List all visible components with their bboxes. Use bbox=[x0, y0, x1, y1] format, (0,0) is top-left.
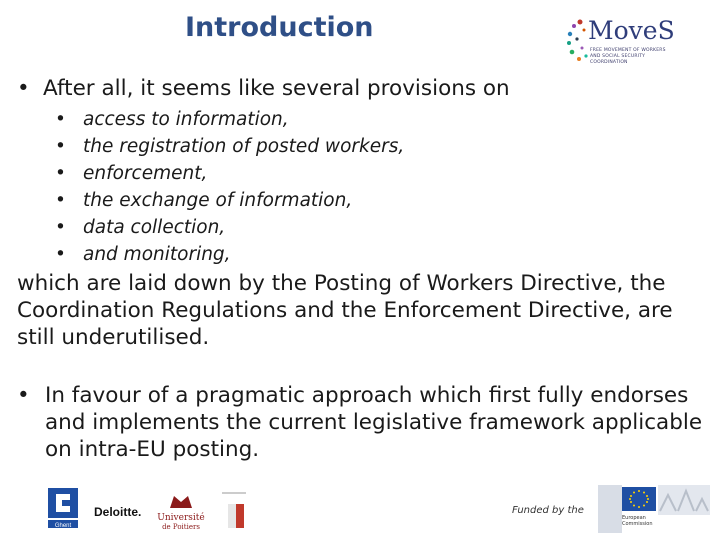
malta-logo-icon bbox=[220, 490, 248, 532]
poitiers-logo bbox=[156, 492, 206, 531]
funded-by-text: Funded by the bbox=[512, 505, 584, 516]
slide-title: Introduction bbox=[185, 12, 374, 43]
bullet-marker: • bbox=[55, 190, 66, 211]
poitiers-line1: Université bbox=[157, 513, 205, 523]
moves-logo bbox=[562, 12, 677, 68]
ghent-logo-icon bbox=[48, 488, 78, 530]
list-item bbox=[55, 241, 404, 268]
malta-logo bbox=[220, 490, 248, 536]
bullet-marker: • bbox=[55, 136, 66, 157]
list-item bbox=[55, 214, 404, 241]
commission-label: European Commission bbox=[622, 515, 653, 527]
poitiers-crest-icon bbox=[166, 492, 196, 510]
bullet-marker: • bbox=[55, 163, 66, 184]
list-item-text: enforcement, bbox=[83, 163, 208, 184]
bullet-marker: • bbox=[17, 383, 30, 408]
list-item-text: the registration of posted workers, bbox=[83, 136, 405, 157]
bullet-marker: • bbox=[17, 76, 30, 101]
bullet-marker: • bbox=[55, 244, 66, 265]
bullet-marker: • bbox=[55, 217, 66, 238]
provision-list bbox=[55, 106, 404, 268]
list-item-text: access to information, bbox=[83, 109, 289, 130]
lead-text: After all, it seems like several provisions on bbox=[43, 76, 510, 101]
list-item bbox=[55, 187, 404, 214]
european-commission-logo bbox=[598, 485, 710, 533]
list-item-text: and monitoring, bbox=[83, 244, 231, 265]
list-item bbox=[55, 160, 404, 187]
list-item bbox=[55, 133, 404, 160]
second-bullet-text: In favour of a pragmatic approach which first fully endorses and implements the current legislative framework applicable on intra-EU posting. bbox=[45, 383, 703, 462]
moves-subtitle: FREE MOVEMENT OF WORKERS AND SOCIAL SECURITY COORDINATION bbox=[590, 48, 666, 65]
ghent-label: Ghent bbox=[54, 523, 72, 529]
list-item-text: the exchange of information, bbox=[83, 190, 353, 211]
list-item bbox=[55, 106, 404, 133]
deloitte-logo: Deloitte. bbox=[94, 505, 142, 519]
bullet-marker: • bbox=[55, 109, 66, 130]
ghent-logo bbox=[48, 488, 78, 534]
body-paragraph: which are laid down by the Posting of Workers Directive, the Coordination Regulations and the Enforcement Directive, are still underutilised. bbox=[17, 271, 673, 350]
moves-wordmark: MoveS bbox=[588, 16, 675, 45]
list-item-text: data collection, bbox=[83, 217, 226, 238]
second-bullet bbox=[17, 382, 707, 463]
poitiers-line2: de Poitiers bbox=[162, 523, 200, 531]
lead-bullet bbox=[17, 76, 510, 101]
